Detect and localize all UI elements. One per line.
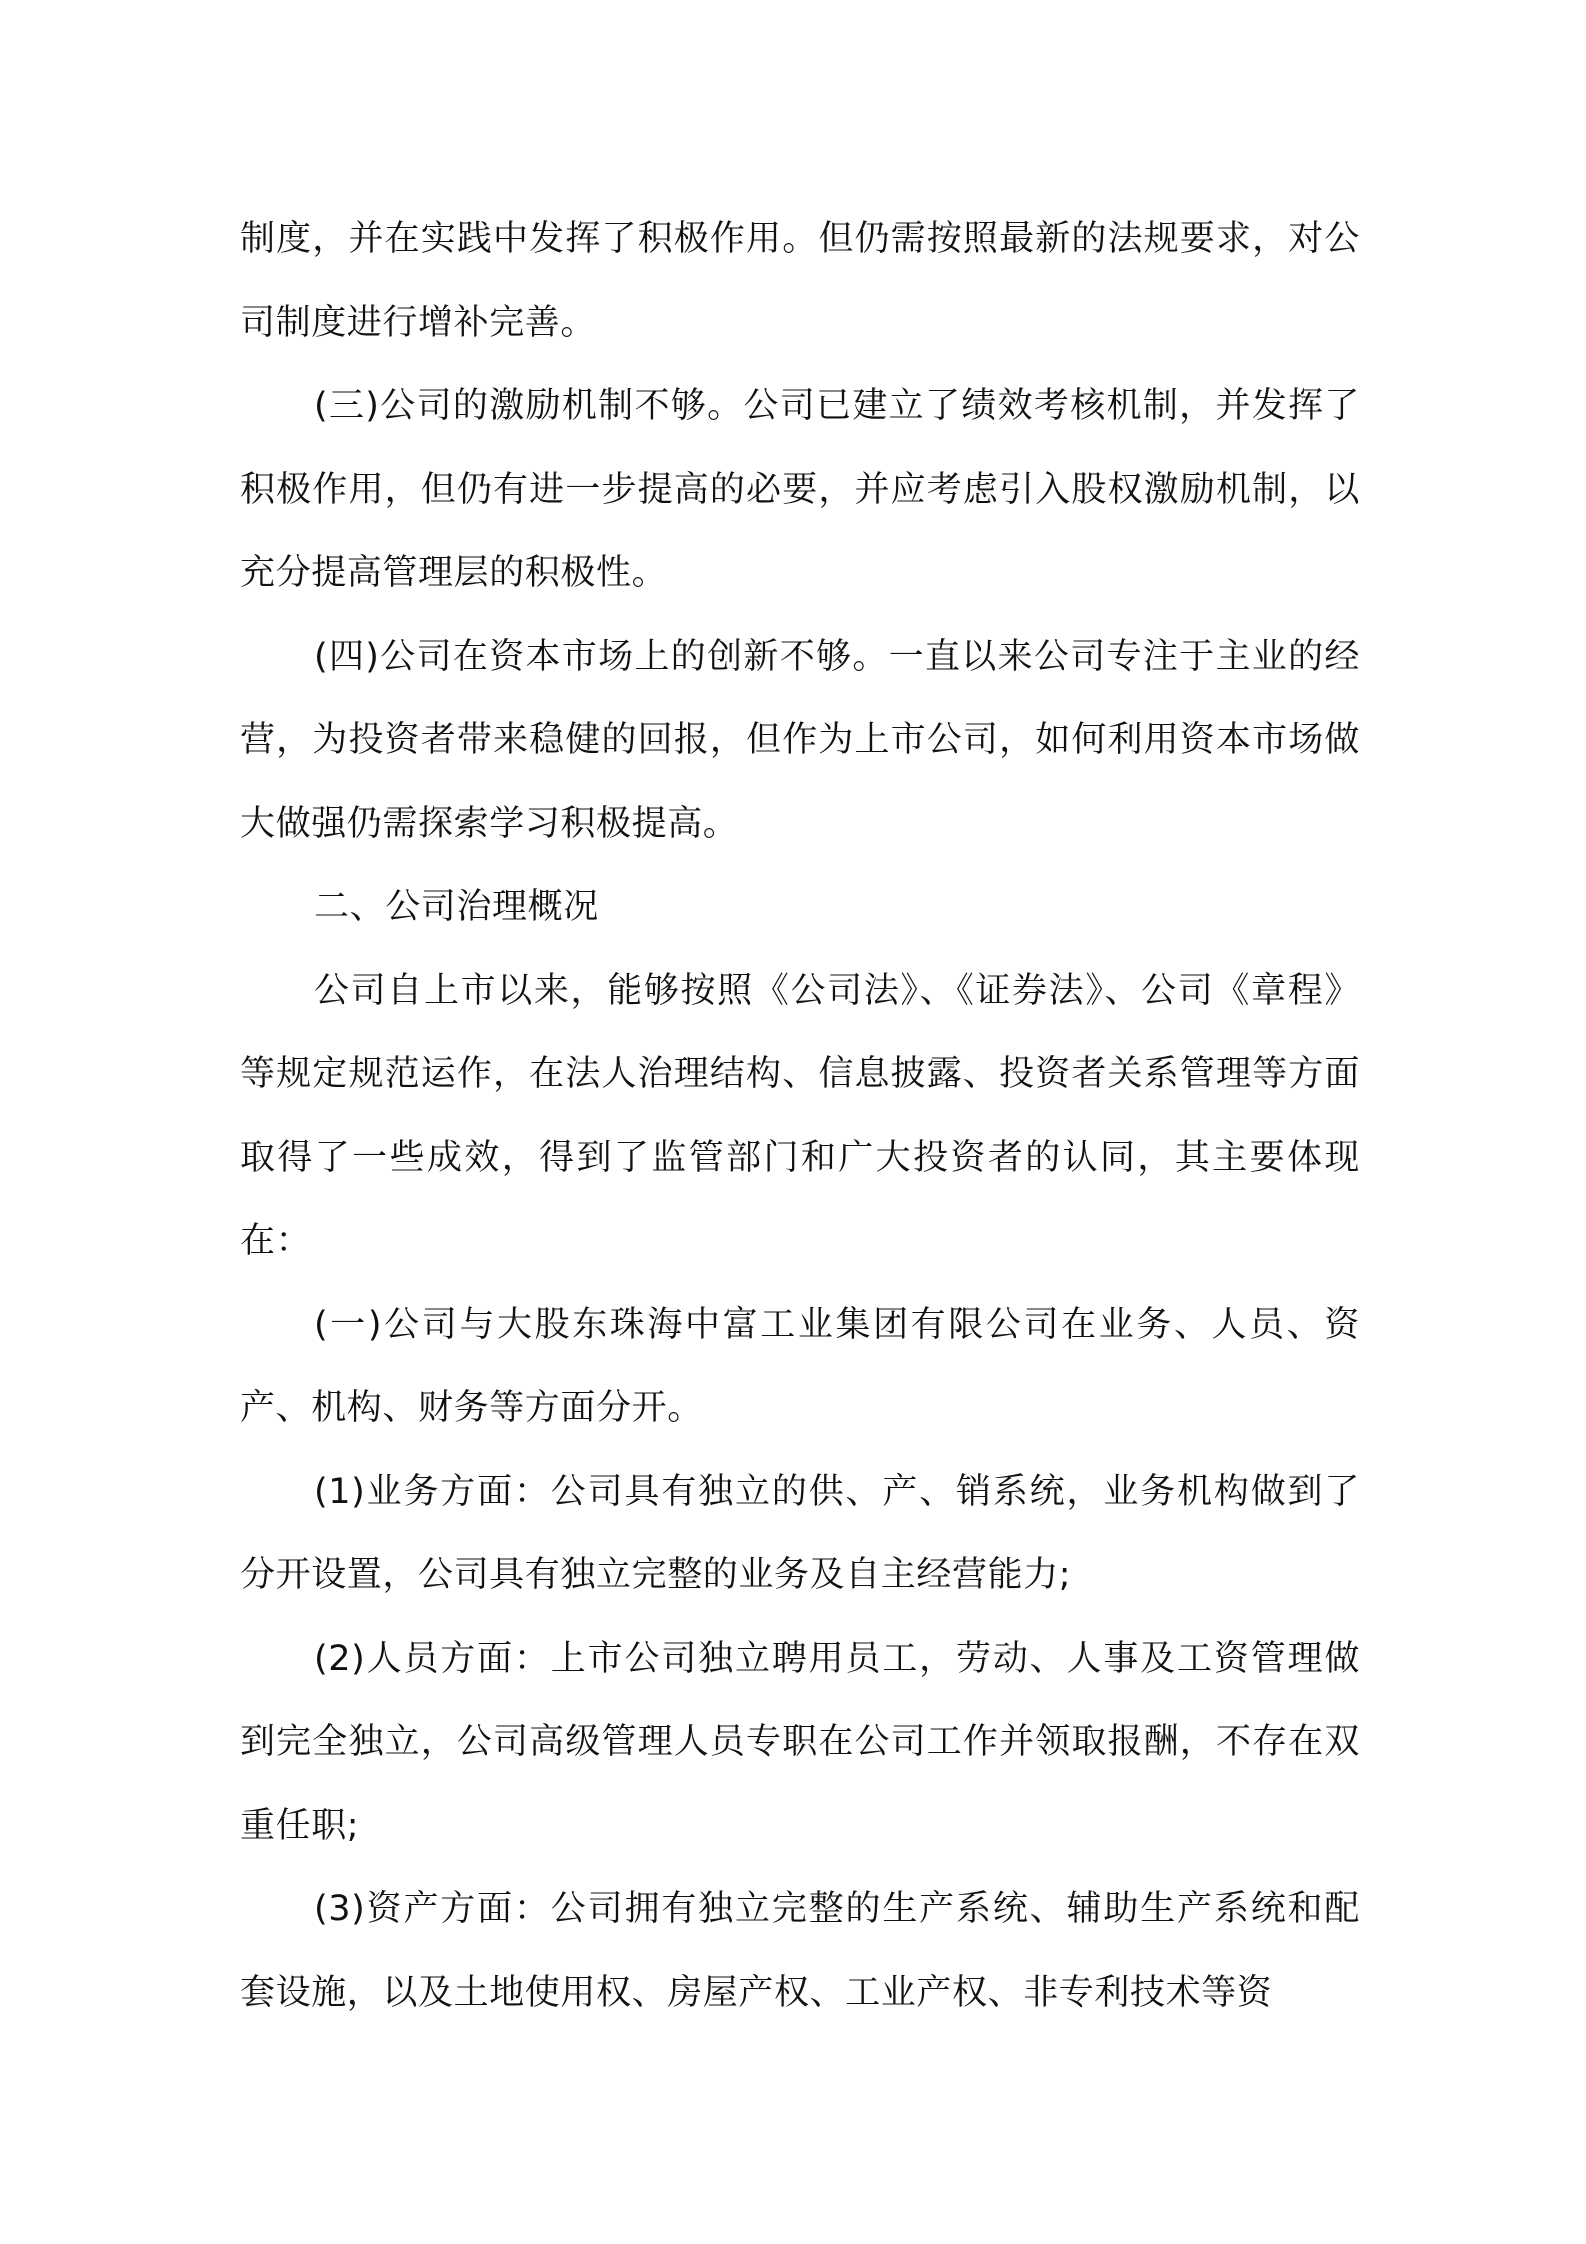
paragraph-incentive-mechanism: (三)公司的激励机制不够。公司已建立了绩效考核机制，并发挥了积极作用，但仍有进一步提高的必要，并应考虑引入股权激励机制，以充分提高管理层的积极性。	[240, 386, 1360, 593]
paragraph-continuation: 制度，并在实践中发挥了积极作用。但仍需按照最新的法规要求，对公司制度进行增补完善。	[240, 219, 1360, 343]
paragraph-governance-overview: 公司自上市以来，能够按照《公司法》、《证券法》、公司《章程》等规定规范运作，在法人治理结构、信息披露、投资者关系管理等方面取得了一些成效，得到了监管部门和广大投资者的认同，其主要体现在：	[240, 970, 1360, 1261]
document-body	[240, 198, 1360, 2035]
section-heading-governance: 二、公司治理概况	[314, 887, 599, 927]
paragraph-personnel: (2)人员方面：上市公司独立聘用员工，劳动、人事及工资管理做到完全独立，公司高级管理人员专职在公司工作并领取报酬，不存在双重任职;	[240, 1638, 1360, 1846]
paragraph-business: (1)业务方面：公司具有独立的供、产、销系统，业务机构做到了分开设置，公司具有独立完整的业务及自主经营能力;	[240, 1471, 1360, 1595]
paragraph-separation: (一)公司与大股东珠海中富工业集团有限公司在业务、人员、资产、机构、财务等方面分开。	[240, 1304, 1360, 1428]
paragraph-capital-market: (四)公司在资本市场上的创新不够。一直以来公司专注于主业的经营，为投资者带来稳健的回报，但作为上市公司，如何利用资本市场做大做强仍需探索学习积极提高。	[240, 636, 1360, 844]
paragraph-assets: (3)资产方面：公司拥有独立完整的生产系统、辅助生产系统和配套设施，以及土地使用权、房屋产权、工业产权、非专利技术等资	[240, 1889, 1360, 2013]
